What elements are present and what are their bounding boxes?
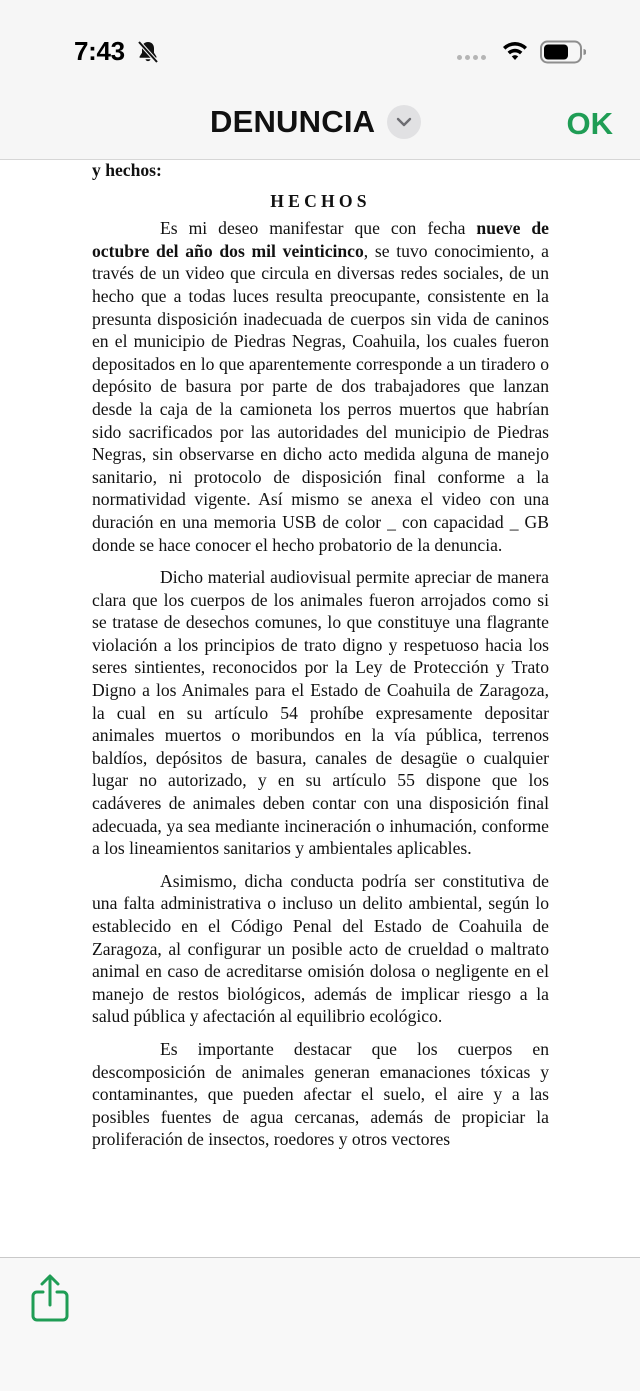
status-bar	[0, 0, 640, 90]
bell-slash-icon	[135, 39, 161, 65]
title-menu-button[interactable]	[387, 105, 421, 139]
ok-button[interactable]: OK	[566, 106, 613, 141]
document-viewer[interactable]	[0, 160, 640, 1257]
navigation-bar	[0, 90, 640, 160]
paragraph: Asimismo, dicha conducta podría ser constitutiva de una falta administrativa o incluso un delito ambiental, según lo establecido en el Código Penal del Estado de Coahuila de Zaragoza, al configurar un posible acto de crueldad o maltrato animal en caso de acreditarse omisión dolosa o negligente en el manejo de restos biológicos, además de implicar riesgo a la salud pública y afectación al equilibrio ecológico.	[92, 870, 549, 1027]
bottom-toolbar	[0, 1257, 640, 1391]
document-title-menu[interactable]	[210, 104, 421, 140]
share-icon[interactable]	[29, 1274, 71, 1322]
wifi-icon	[502, 40, 528, 62]
battery-icon	[540, 40, 586, 64]
previous-section-text: y hechos:	[92, 160, 162, 180]
paragraph: Es importante destacar que los cuerpos en descomposición de animales generan emanaciones tóxicas y contaminantes, que pueden afectar el suelo, el aire y a las posibles fuentes de agua cercanas, además de propiciar la proliferación de insectos, roedores y otros vectores	[92, 1038, 549, 1150]
section-heading: HECHOS	[270, 190, 371, 211]
bold-date: nueve de octubre del año dos mil veinticinco	[92, 218, 549, 261]
document-title: DENUNCIA	[210, 104, 376, 139]
paragraph: Dicho material audiovisual permite apreciar de manera clara que los cuerpos de los animales fueron arrojados como si se tratase de desechos comunes, lo que constituye una flagrante violación a los principios de trato digno y respetuoso hacia los seres sintientes, reconocidos por la Ley de Protección y Trato Digno a los Animales para el Estado de Coahuila de Zaragoza, la cual en su artículo 54 prohíbe expresamente depositar animales muertos o moribundos en la vía pública, terrenos baldíos, depósitos de basura, canales de desagüe o cualquier lugar no autorizado, y en su artículo 55 dispone que los cadáveres de animales deben contar con una disposición final adecuada, ya sea mediante incineración o inhumación, conforme a los lineamientos sanitarios y ambientales aplicables.	[92, 567, 549, 859]
paragraph: Es mi deseo manifestar que con fecha nueve de octubre del año dos mil veinticinco, se tuvo conocimiento, a través de un video que circula en diversas redes sociales, de un hecho que a todas luces resulta preocupante, consistente en la presunta disposición inadecuada de cuerpos sin vida de caninos en el municipio de Piedras Negras, Coahuila, los cuales fueron depositados en lo que aparentemente corresponde a un tiradero o depósito de basura por parte de dos trabajadores que lanzan desde la caja de la camioneta los perros muertos que habrían sido sacrificados por las autoridades del municipio de Piedras Negras, sin observarse en dicho acto medida alguna de manejo sanitario, ni protocolo de disposición final conforme a la normatividad vigente. Así mismo se anexa el video con una duración en una memoria USB de color _ con capacidad _ GB donde se hace conocer el hecho probatorio de la denuncia.	[92, 218, 549, 555]
cellular-signal-icon	[457, 55, 486, 60]
chevron-down-icon	[396, 117, 412, 127]
document-page	[92, 160, 549, 1161]
status-time: 7:43	[74, 36, 125, 66]
